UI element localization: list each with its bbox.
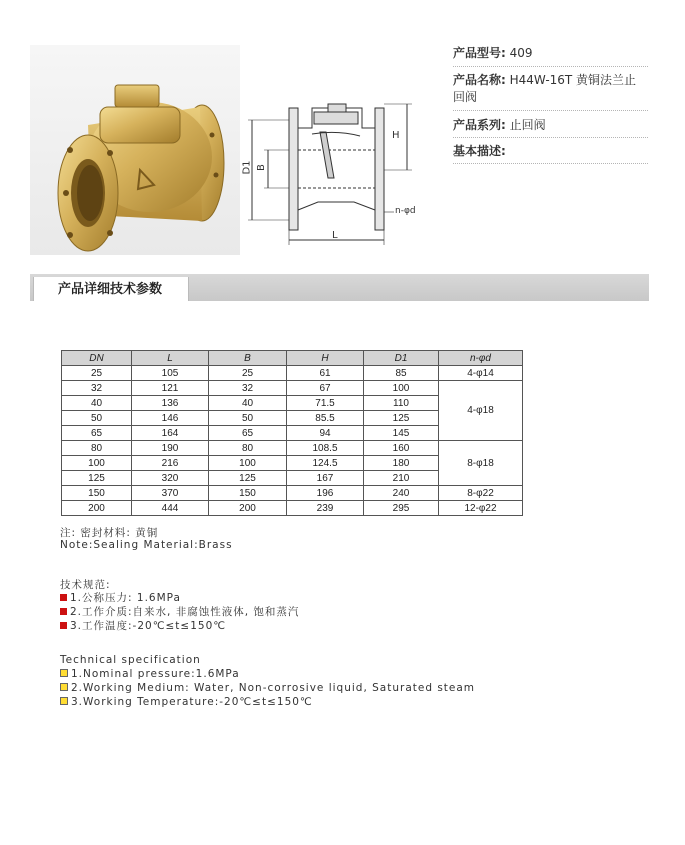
cell-d1: 110 xyxy=(364,396,439,411)
info-name xyxy=(453,72,648,111)
header-b: B xyxy=(209,351,287,366)
cell-l: 146 xyxy=(132,411,209,426)
red-square-icon xyxy=(60,594,67,601)
drawing-label-d1: D1 xyxy=(241,160,253,175)
cell-l: 136 xyxy=(132,396,209,411)
header-h: H xyxy=(287,351,364,366)
cell-b: 100 xyxy=(209,456,287,471)
cell-dn: 125 xyxy=(62,471,132,486)
cell-b: 32 xyxy=(209,381,287,396)
tech-en-item xyxy=(60,681,475,695)
cell-dn: 65 xyxy=(62,426,132,441)
table-row xyxy=(62,486,523,501)
cell-h: 61 xyxy=(287,366,364,381)
cell-b: 150 xyxy=(209,486,287,501)
tech-en-item-text: 1.Nominal pressure:1.6MPa xyxy=(71,668,240,680)
tech-cn-item-text: 2.工作介质:自来水, 非腐蚀性液体, 饱和蒸汽 xyxy=(70,606,300,618)
cell-h: 85.5 xyxy=(287,411,364,426)
cell-l: 164 xyxy=(132,426,209,441)
cell-d1: 145 xyxy=(364,426,439,441)
table-row xyxy=(62,381,523,396)
drawing-label-l: L xyxy=(332,230,338,241)
cell-b: 50 xyxy=(209,411,287,426)
info-name-label: 产品名称: xyxy=(453,73,506,87)
info-model-label: 产品型号: xyxy=(453,46,506,60)
cell-b: 80 xyxy=(209,441,287,456)
cell-l: 370 xyxy=(132,486,209,501)
tech-en-title: Technical specification xyxy=(60,654,201,666)
cell-h: 167 xyxy=(287,471,364,486)
cell-d1: 210 xyxy=(364,471,439,486)
tech-cn-item-text: 3.工作温度:-20℃≤t≤150℃ xyxy=(70,620,227,632)
cell-d1: 180 xyxy=(364,456,439,471)
header-d1: D1 xyxy=(364,351,439,366)
cell-b: 65 xyxy=(209,426,287,441)
cell-d1: 295 xyxy=(364,501,439,516)
cell-dn: 32 xyxy=(62,381,132,396)
drawing-label-b: B xyxy=(255,164,267,171)
cell-h: 67 xyxy=(287,381,364,396)
cell-h: 108.5 xyxy=(287,441,364,456)
tech-en-item-text: 2.Working Medium: Water, Non-corrosive liquid, Saturated steam xyxy=(71,682,476,694)
cell-d1: 240 xyxy=(364,486,439,501)
info-name-value-line2: 回阀 xyxy=(453,90,478,104)
tech-cn-item xyxy=(60,591,181,605)
cell-l: 190 xyxy=(132,441,209,456)
cell-l: 444 xyxy=(132,501,209,516)
cell-n-d: 4-φ18 xyxy=(439,381,523,441)
cell-d1: 85 xyxy=(364,366,439,381)
cell-b: 40 xyxy=(209,396,287,411)
info-series xyxy=(453,117,648,138)
cell-l: 105 xyxy=(132,366,209,381)
section-title: 产品详细技术参数 xyxy=(57,282,162,297)
yellow-square-icon xyxy=(60,669,68,677)
header-dn: DN xyxy=(62,351,132,366)
tech-cn-item xyxy=(60,605,299,619)
cell-dn: 50 xyxy=(62,411,132,426)
brass-valve-image xyxy=(30,45,240,255)
table-row xyxy=(62,501,523,516)
spec-table xyxy=(61,350,523,516)
red-square-icon xyxy=(60,622,67,629)
cell-h: 71.5 xyxy=(287,396,364,411)
info-desc xyxy=(453,143,648,164)
drawing-label-nd: n-φd xyxy=(395,206,416,216)
tech-en-item xyxy=(60,695,313,709)
cell-d1: 125 xyxy=(364,411,439,426)
cell-dn: 150 xyxy=(62,486,132,501)
table-header-row xyxy=(62,351,523,366)
red-square-icon xyxy=(60,608,67,615)
info-model xyxy=(453,45,648,67)
info-name-value-line1: H44W-16T 黄铜法兰止 xyxy=(509,73,637,87)
cell-n-d: 12-φ22 xyxy=(439,501,523,516)
cell-n-d: 8-φ22 xyxy=(439,486,523,501)
yellow-square-icon xyxy=(60,683,68,691)
tech-en-item-text: 3.Working Temperature:-20℃≤t≤150℃ xyxy=(71,696,313,708)
table-row xyxy=(62,366,523,381)
tech-cn-item-text: 1.公称压力: 1.6MPa xyxy=(70,592,181,604)
cell-b: 200 xyxy=(209,501,287,516)
cell-d1: 100 xyxy=(364,381,439,396)
cell-dn: 25 xyxy=(62,366,132,381)
note-en: Note:Sealing Material:Brass xyxy=(60,539,233,551)
info-model-value: 409 xyxy=(509,46,533,60)
cell-l: 320 xyxy=(132,471,209,486)
cell-h: 196 xyxy=(287,486,364,501)
yellow-square-icon xyxy=(60,697,68,705)
technical-drawing xyxy=(242,90,432,250)
info-series-label: 产品系列: xyxy=(453,118,506,132)
cell-b: 25 xyxy=(209,366,287,381)
cell-n-d: 4-φ14 xyxy=(439,366,523,381)
cell-dn: 80 xyxy=(62,441,132,456)
cell-dn: 40 xyxy=(62,396,132,411)
cell-b: 125 xyxy=(209,471,287,486)
info-series-value: 止回阀 xyxy=(509,118,546,132)
cell-dn: 200 xyxy=(62,501,132,516)
cell-l: 121 xyxy=(132,381,209,396)
tech-cn-item xyxy=(60,619,226,633)
tech-en-item xyxy=(60,667,240,681)
header-n-d: n-φd xyxy=(439,351,523,366)
note-cn: 注: 密封材料: 黄铜 xyxy=(60,527,159,539)
tech-cn-title: 技术规范: xyxy=(60,579,111,591)
product-photo xyxy=(30,45,240,255)
cell-l: 216 xyxy=(132,456,209,471)
cell-h: 124.5 xyxy=(287,456,364,471)
table-row xyxy=(62,441,523,456)
cell-n-d: 8-φ18 xyxy=(439,441,523,486)
header-l: L xyxy=(132,351,209,366)
cell-h: 94 xyxy=(287,426,364,441)
cell-d1: 160 xyxy=(364,441,439,456)
info-desc-label: 基本描述: xyxy=(453,144,506,158)
cell-dn: 100 xyxy=(62,456,132,471)
drawing-label-h: H xyxy=(392,130,400,141)
cell-h: 239 xyxy=(287,501,364,516)
